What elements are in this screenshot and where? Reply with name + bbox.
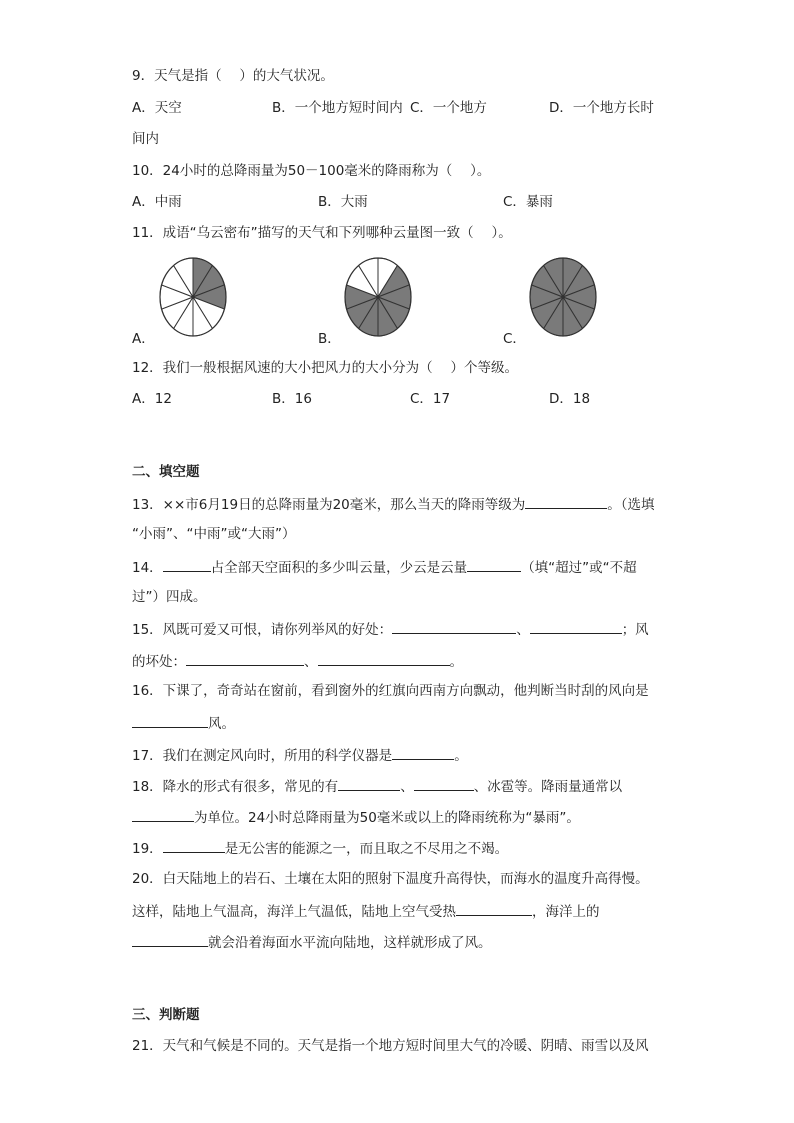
q21-line1: 21．天气和气候是不同的。天气是指一个地方短时间里大气的冷暖、阴晴、雨雪以及风 bbox=[132, 1038, 649, 1054]
q14-text-b: 占全部天空面积的多少叫云量，少云是云量 bbox=[210, 560, 468, 576]
q11-option-c: C． bbox=[503, 331, 526, 347]
q12-option-b: B．16 bbox=[272, 391, 312, 407]
q15-blank-2[interactable] bbox=[530, 619, 622, 634]
q20-blank-1[interactable] bbox=[456, 901, 532, 916]
q10-option-b: B．大雨 bbox=[318, 194, 368, 210]
q16-blank[interactable] bbox=[132, 713, 208, 728]
q11-stem: 11．成语“乌云密布”描写的天气和下列哪种云量图一致（ ）。 bbox=[132, 225, 512, 241]
cloud-chart-b[interactable] bbox=[343, 256, 413, 338]
q13-text-b: 。（选填 bbox=[607, 497, 655, 513]
q9-wrap: 间内 bbox=[132, 131, 159, 147]
q18-text-b: 、冰雹等。降雨量通常以 bbox=[473, 779, 623, 795]
q9-option-b: B．一个地方短时间内 bbox=[272, 100, 403, 116]
q15-blank-1[interactable] bbox=[392, 619, 516, 634]
q15-sep-1: 、 bbox=[516, 622, 530, 638]
q13-text-a: 13．××市6月19日的总降雨量为20毫米，那么当天的降雨等级为 bbox=[132, 497, 526, 513]
q20-text-c: ，海洋上的 bbox=[532, 904, 600, 920]
q10-option-a: A．中雨 bbox=[132, 194, 182, 210]
q20-text-b: 这样，陆地上气温高，海洋上气温低，陆地上空气受热 bbox=[132, 904, 456, 920]
q20-line1: 20．白天陆地上的岩石、土壤在太阳的照射下温度升高得快，而海水的温度升高得慢。 bbox=[132, 871, 649, 887]
q18-text-a: 18．降水的形式有很多，常见的有 bbox=[132, 779, 339, 795]
q11-option-b: B． bbox=[318, 331, 341, 347]
q9-option-c: C．一个地方 bbox=[410, 100, 487, 116]
q18-sep: 、 bbox=[400, 779, 414, 795]
q18-blank-2[interactable] bbox=[414, 776, 474, 791]
q15-line1 bbox=[132, 619, 649, 639]
q15-blank-4[interactable] bbox=[318, 651, 450, 666]
q19-blank[interactable] bbox=[163, 838, 225, 853]
q14-text-c: （填“超过”或“不超 bbox=[521, 560, 637, 576]
q12-option-d: D．18 bbox=[549, 391, 591, 407]
q9-stem: 9．天气是指（ ）的大气状况。 bbox=[132, 68, 334, 84]
q10-option-c: C．暴雨 bbox=[503, 194, 553, 210]
section-true-false-title: 三、判断题 bbox=[132, 1007, 200, 1023]
q14-line1 bbox=[132, 557, 637, 577]
q17-blank[interactable] bbox=[392, 745, 454, 760]
q18-text-c: 为单位。24小时总降雨量为50毫米或以上的降雨统称为“暴雨”。 bbox=[194, 810, 580, 826]
cloud-chart-a[interactable] bbox=[158, 256, 228, 338]
q19-line bbox=[132, 838, 508, 858]
q14-blank-2[interactable] bbox=[467, 557, 521, 572]
cloud-chart-c[interactable] bbox=[528, 256, 598, 338]
q15-sep-2: 、 bbox=[304, 654, 318, 670]
q17-text-b: 。 bbox=[454, 748, 468, 764]
q14-line2: 过”）四成。 bbox=[132, 589, 207, 605]
q18-blank-3[interactable] bbox=[132, 807, 194, 822]
q13-line1 bbox=[132, 494, 655, 514]
q20-line3 bbox=[132, 932, 492, 952]
q19-text-a: 19． bbox=[132, 841, 163, 857]
q18-blank-1[interactable] bbox=[338, 776, 400, 791]
q15-blank-3[interactable] bbox=[186, 651, 304, 666]
q17-line bbox=[132, 745, 468, 765]
q12-stem: 12．我们一般根据风速的大小把风力的大小分为（ ）个等级。 bbox=[132, 360, 518, 376]
q10-stem: 10．24小时的总降雨量为50－100毫米的降雨称为（ ）。 bbox=[132, 163, 491, 179]
q14-blank-1[interactable] bbox=[163, 557, 211, 572]
q18-line1 bbox=[132, 776, 622, 796]
q15-text-a: 15．风既可爱又可恨，请你列举风的好处： bbox=[132, 622, 393, 638]
q19-text-b: 是无公害的能源之一，而且取之不尽用之不竭。 bbox=[224, 841, 509, 857]
q15-text-c: 的坏处： bbox=[132, 654, 186, 670]
q15-line2 bbox=[132, 651, 463, 671]
q16-line2 bbox=[132, 713, 235, 733]
q16-text-b: 风。 bbox=[208, 716, 235, 732]
q20-line2 bbox=[132, 901, 600, 921]
q9-option-a: A．天空 bbox=[132, 100, 182, 116]
q13-line2: “小雨”、“中雨”或“大雨”） bbox=[132, 526, 296, 542]
q17-text-a: 17．我们在测定风向时，所用的科学仪器是 bbox=[132, 748, 393, 764]
q9-option-d: D．一个地方长时 bbox=[549, 100, 654, 116]
q15-text-b: ；风 bbox=[621, 622, 649, 638]
q12-option-c: C．17 bbox=[410, 391, 451, 407]
q15-text-d: 。 bbox=[449, 654, 463, 670]
q12-option-a: A．12 bbox=[132, 391, 172, 407]
q18-line2 bbox=[132, 807, 580, 827]
section-fill-in-title: 二、填空题 bbox=[132, 464, 200, 480]
q20-text-d: 就会沿着海面水平流向陆地，这样就形成了风。 bbox=[208, 935, 492, 951]
q13-blank[interactable] bbox=[525, 494, 607, 509]
q14-text-a: 14． bbox=[132, 560, 163, 576]
q11-option-a: A． bbox=[132, 331, 155, 347]
q16-line1: 16．下课了，奇奇站在窗前，看到窗外的红旗向西南方向飘动，他判断当时刮的风向是 bbox=[132, 683, 649, 699]
q20-blank-2[interactable] bbox=[132, 932, 208, 947]
